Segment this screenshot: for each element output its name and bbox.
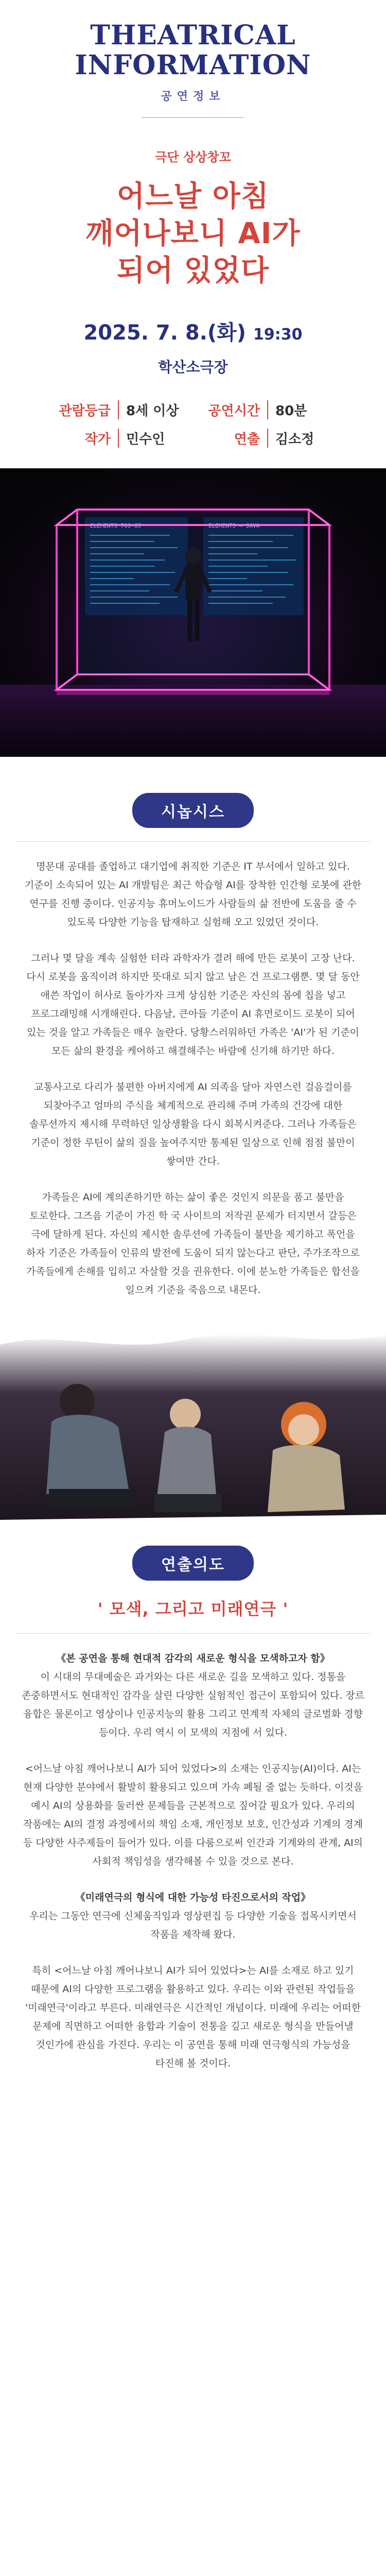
direction-paragraph-body: <어느날 아침 깨어나보니 AI가 되어 있었다>의 소재는 인공지능(AI)이다. AI는 현재 다양한 분야에서 활발히 활용되고 있으며 가속 폐될 줄 없는 듯하다. 이것을 예시 AI의 상용화를 둘러싼 문제들을 근본적으로 짚어갈 필요가 있다. 우리의 작품에는 AI의 결정 과정에서의 책임 소재, 개인정보 보호, 인간성과 기계의 경계 등 다양한 사주제들이 들어가 있다. 이를 다룸으로써 인간과 기계와의 관계, AI의 사회적 책임성을 생각해볼 수 있을 것으로 본다.: [23, 1763, 363, 1867]
synopsis-paragraph: 교통사고로 다리가 불편한 아버지에게 AI 의족을 달아 자연스런 걸음걸이를 되찾아주고 엄마의 주식을 체계적으로 관리해 주며 가족의 건강에 대한 솔루션까지 제시해 무력하던 일상생활을 다시 회복시켜준다. 그러나 가족들은 기준이 정한 루틴이 삶의 질을 높여주지만 통제된 일상으로 인해 점점 불만이 쌓여만 간다.: [29, 1081, 357, 1167]
play-title-line-1: 어느날 아침: [117, 180, 269, 213]
right-screen-header: ELEMENTS — JAVA: [208, 522, 260, 529]
stage-photo-ai-box: [0, 468, 386, 757]
family-scene-illustration: [0, 1324, 386, 1530]
direction-paragraph: [21, 1888, 365, 1944]
synopsis-paragraph: 명문대 공대를 졸업하고 대기업에 취직한 기준은 IT 부서에서 일하고 있다. 기준이 소속되어 있는 AI 개발팀은 최근 학습형 AI를 장착한 인간형 로봇에 관한 연구를 진행 중이다. 인공지능 휴머노이드가 사람들의 삶 전반에 도움을 줄 수 있도록 다양한 기능을 탑재하고 실험해 오고 있었던 것이다.: [24, 861, 362, 928]
header: [0, 0, 386, 118]
stage-photo-family: [0, 1324, 386, 1530]
info-grid: [49, 400, 337, 448]
performance-date: [0, 316, 386, 346]
synopsis-divider: [15, 841, 371, 842]
direction-subtitle: ' 모색, 그리고 미래연극 ': [97, 1599, 289, 1619]
info-runtime: [198, 400, 337, 419]
direction-paragraph: [21, 1961, 365, 2073]
venue: 학산소극장: [158, 359, 228, 376]
synopsis-paragraph: 그러나 몇 달을 계속 실험한 터라 과학자가 결려 해에 만든 로봇이 고장 난다. 다시 로봇을 움직이려 하지만 뜻대로 되지 않고 남은 건 프로그램뿐. 몇 달 동안 애쓴 작업이 허사로 돌아가자 크게 상심한 기준은 자신의 몸에 칩을 넣고 프로그래밍해 시개해린다. 다음날, 큰아들 기준이 AI 휴먼로이드 로봇이 되어 있는 것을 알고 가족들은 매우 놀란다. 당황스러워하던 가족은 'AI'가 된 기준이 모든 삶의 환경을 케어하고 해결해주는 바람에 신기해 하기만 하다.: [26, 953, 360, 1057]
performance-date-value: 2025. 7. 8.(화): [83, 321, 247, 345]
play-title: [0, 178, 386, 290]
header-divider: [142, 117, 244, 118]
play-title-line-3: 되어 있었다: [117, 254, 269, 287]
header-title-line-1: THEATRICAL: [90, 20, 296, 51]
direction-paragraph-head: 《미래연극의 형식에 대한 가능성 타진으로서의 작업》: [75, 1892, 311, 1903]
info-value: 8세 이상: [126, 403, 179, 419]
info-label: 작가: [49, 429, 119, 448]
direction-paragraph: [21, 1759, 365, 1871]
synopsis-heading: 시놉시스: [132, 793, 254, 828]
header-title-line-2: INFORMATION: [75, 49, 311, 81]
info-label: 공연시간: [198, 400, 268, 419]
info-writer: [49, 429, 188, 448]
direction-paragraph-body: 우리는 그동안 연극에 신체움직임과 영상편집 등 다양한 기술을 접목시키면서 작품을 제작해 왔다.: [29, 1910, 357, 1940]
direction-paragraph: [21, 1649, 365, 1742]
info-rating: [49, 400, 188, 419]
info-director: [198, 429, 337, 448]
info-value: 80분: [275, 403, 307, 419]
company-name: 극단 상상창꼬: [155, 150, 231, 164]
header-subtitle: 공연정보: [161, 90, 225, 103]
info-value: 민수인: [126, 432, 165, 447]
direction-section: [0, 1546, 386, 2073]
info-label: 연출: [198, 429, 268, 448]
stage-illustration: [0, 468, 386, 757]
direction-divider: [15, 1633, 371, 1634]
direction-paragraph-body: 특히 <어느날 아침 깨어나보니 AI가 되어 있었다>는 AI를 소재로 하고 있기 때문에 AI의 다양한 프로그램을 활용하고 있다. 우리는 이와 관련된 작업들을 '미래연극'이라고 부른다. 미래연극은 시간적인 개념이다. 미래에 우리는 어떠한 문제에 직면하고 어떠한 융합과 기술이 전통을 깊고 새로운 형식을 만들어낼 것인가에 관심을 가진다. 우리는 이 공연을 통해 미래 연극형식의 가능성을 타진해 볼 것이다.: [25, 1965, 361, 2069]
play-title-line-2: 깨어나보니 AI가: [85, 217, 301, 250]
synopsis-paragraph: 가족들은 AI에 계의존하기만 하는 삶이 좋은 것인지 의문을 품고 불만을 토로한다. 그즈음 기준이 가진 학 국 사이트의 저작권 문제가 터지면서 갈등은 극에 달하게 된다. 자신의 제시한 솔루션에 가족들이 불만을 제기하고 폭언을 하자 기준은 가족들이 인류의 발전에 도움이 되지 않는다고 판단, 주가조작으로 가족들에게 손해를 입히고 자살할 것을 권유한다. 이에 분노한 가족들은 합선을 일으켜 기준을 죽음으로 내몬다.: [26, 1192, 360, 1296]
performance-time: 19:30: [253, 326, 303, 344]
left-screen-header: ELEMENTS 700-85: [90, 522, 142, 529]
info-label: 관람등급: [49, 400, 119, 419]
direction-paragraph-body: 이 시대의 무대예술은 과거와는 다른 새로운 길을 모색하고 있다. 정통을 존중하면서도 현대적인 감각을 살린 다양한 실험적인 접근이 포함되어 있다. 장르 융합은 물론이고 영상이나 인공지능의 활용 그리고 연계적 자체의 글로벌화 경향 등이다. 우리 역시 이 모색의 지점에 서 있다.: [21, 1671, 365, 1738]
direction-heading: 연출의도: [132, 1546, 254, 1581]
info-value: 김소정: [275, 432, 314, 447]
direction-paragraph-head: 《본 공연을 통해 현대적 감각의 새로운 형식을 모색하고자 함》: [56, 1653, 330, 1664]
synopsis-section: [0, 793, 386, 1299]
